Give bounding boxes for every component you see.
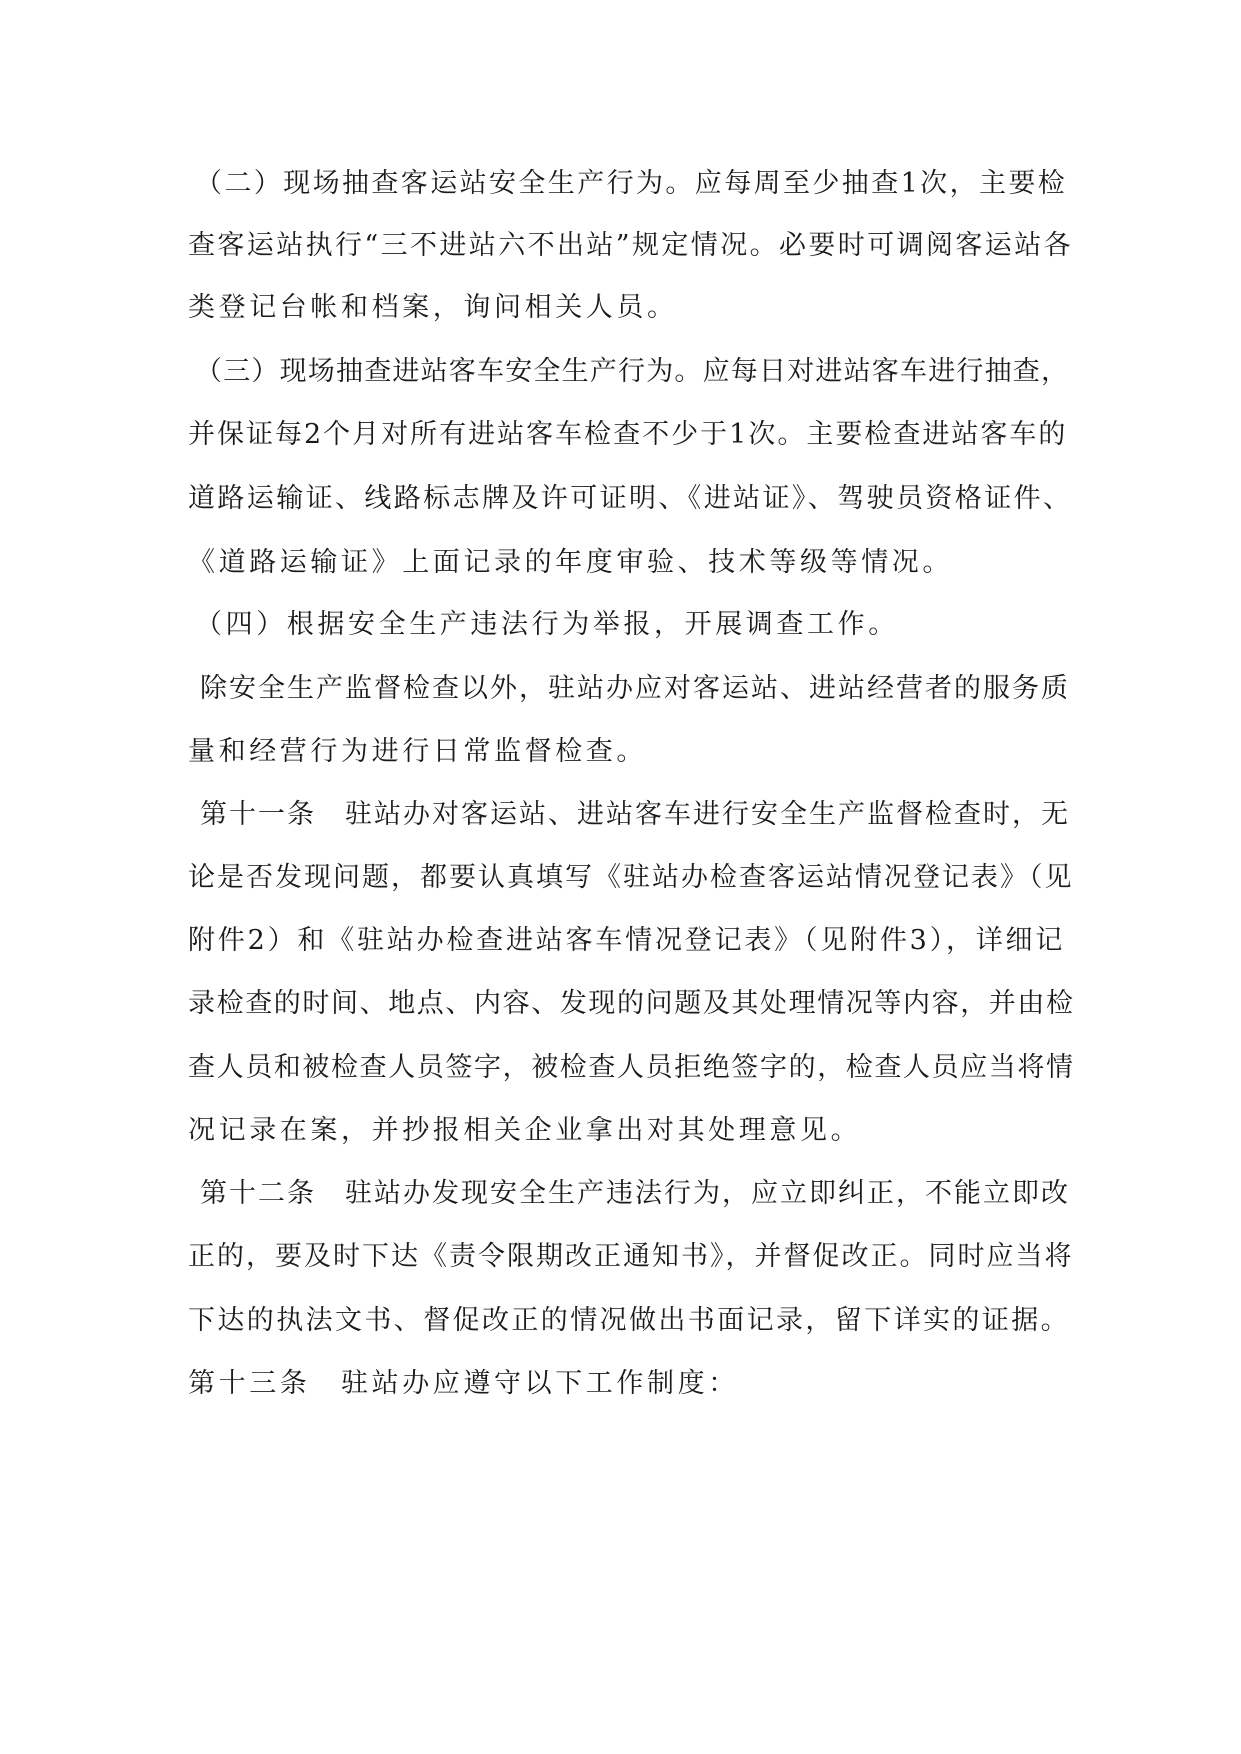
paragraph-line: （三）现场抽查进站客车安全生产行为。应每日对进站客车进行抽查， [195,356,1070,387]
paragraph-line: 第十一条 驻站办对客运站、进站客车进行安全生产监督检查时，无 [200,799,1070,830]
paragraph-line: 况记录在案，并抄报相关企业拿出对其处理意见。 [188,1115,862,1146]
paragraph-line: 第十三条 驻站办应遵守以下工作制度： [188,1368,739,1399]
paragraph-line: 下达的执法文书、督促改正的情况做出书面记录，留下详实的证据。 [188,1305,1070,1336]
paragraph-line: 除安全生产监督检查以外，驻站办应对客运站、进站经营者的服务质 [200,673,1070,704]
paragraph-line: 《道路运输证》上面记录的年度审验、技术等级等情况。 [188,547,953,578]
paragraph-line: 类登记台帐和档案，询问相关人员。 [188,292,678,323]
paragraph-line: （四）根据安全生产违法行为举报，开展调查工作。 [195,609,899,640]
paragraph-line: 道路运输证、线路标志牌及许可证明、《进站证》、驾驶员资格证件、 [188,483,1073,514]
paragraph-line: 量和经营行为进行日常监督检查。 [188,736,647,767]
paragraph-line: （二）现场抽查客运站安全生产行为。应每周至少抽查1次，主要检 [195,168,1068,199]
paragraph-line: 第十二条 驻站办发现安全生产违法行为，应立即纠正，不能立即改 [200,1178,1070,1209]
paragraph-line: 录检查的时间、地点、内容、发现的问题及其处理情况等内容，并由检 [188,988,1075,1019]
paragraph-line: 正的，要及时下达《责令限期改正通知书》，并督促改正。同时应当将 [188,1241,1074,1272]
paragraph-line: 查人员和被检查人员签字，被检查人员拒绝签字的，检查人员应当将情 [188,1052,1075,1083]
paragraph-line: 查客运站执行“三不进站六不出站”规定情况。必要时可调阅客运站各 [188,230,1074,261]
paragraph-line: 论是否发现问题，都要认真填写《驻站办检查客运站情况登记表》（见 [188,862,1074,893]
paragraph-line: 附件2）和《驻站办检查进站客车情况登记表》（见附件3），详细记 [188,925,1066,956]
paragraph-line: 并保证每2个月对所有进站客车检查不少于1次。主要检查进站客车的 [188,419,1068,450]
